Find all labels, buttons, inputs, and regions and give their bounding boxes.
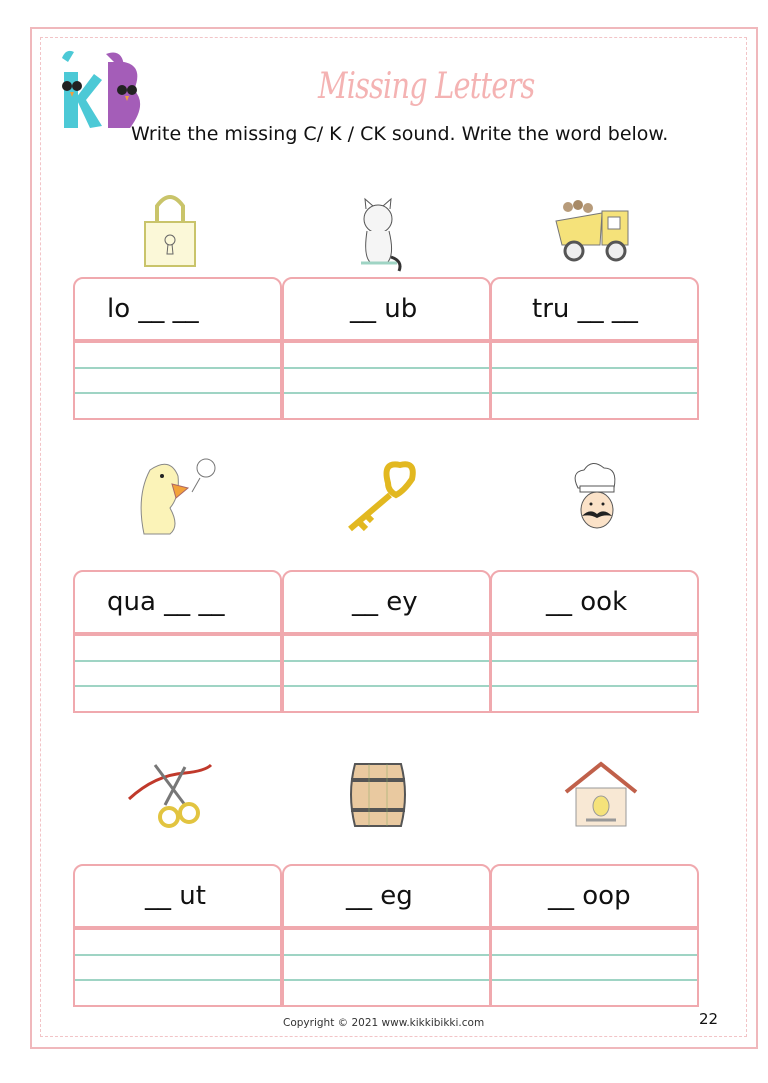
page-number: 22 [699, 1010, 719, 1028]
word-row-1 [73, 277, 699, 420]
copyright: Copyright © 2021 www.kikkibikki.com [283, 1017, 485, 1029]
chicken-coop-icon [556, 758, 646, 838]
word-cell [282, 570, 491, 713]
word-cell [73, 864, 282, 1007]
duck-quacking-icon [130, 456, 220, 536]
word-prompt: __ ub [282, 277, 491, 341]
word-cell [490, 277, 699, 420]
word-cell [490, 570, 699, 713]
word-row-3 [73, 864, 699, 1007]
word-cell [73, 570, 282, 713]
page-title: Missing Letters [318, 66, 535, 107]
word-cell [490, 864, 699, 1007]
word-cell [73, 277, 282, 420]
word-prompt: lo __ __ [73, 277, 282, 341]
writing-lines[interactable] [73, 928, 282, 1007]
keg-icon [333, 758, 423, 838]
instructions: Write the missing C/ K / CK sound. Write the word below. [131, 123, 669, 145]
kb-logo-icon [52, 48, 152, 132]
word-cell [282, 277, 491, 420]
writing-lines[interactable] [282, 341, 491, 420]
writing-lines[interactable] [73, 634, 282, 713]
word-prompt: __ oop [490, 864, 699, 928]
word-prompt: __ ey [282, 570, 491, 634]
scissors-cutting-icon [125, 755, 215, 835]
word-row-2 [73, 570, 699, 713]
word-prompt: qua __ __ [73, 570, 282, 634]
word-prompt: __ ook [490, 570, 699, 634]
word-prompt: __ eg [282, 864, 491, 928]
tiger-cub-icon [333, 195, 423, 275]
padlock-icon [125, 188, 215, 268]
cook-icon [552, 458, 642, 538]
dump-truck-icon [550, 193, 640, 273]
writing-lines[interactable] [282, 928, 491, 1007]
writing-lines[interactable] [73, 341, 282, 420]
writing-lines[interactable] [490, 634, 699, 713]
writing-lines[interactable] [490, 928, 699, 1007]
key-icon [338, 455, 428, 535]
word-cell [282, 864, 491, 1007]
word-prompt: __ ut [73, 864, 282, 928]
writing-lines[interactable] [282, 634, 491, 713]
word-prompt: tru __ __ [490, 277, 699, 341]
writing-lines[interactable] [490, 341, 699, 420]
